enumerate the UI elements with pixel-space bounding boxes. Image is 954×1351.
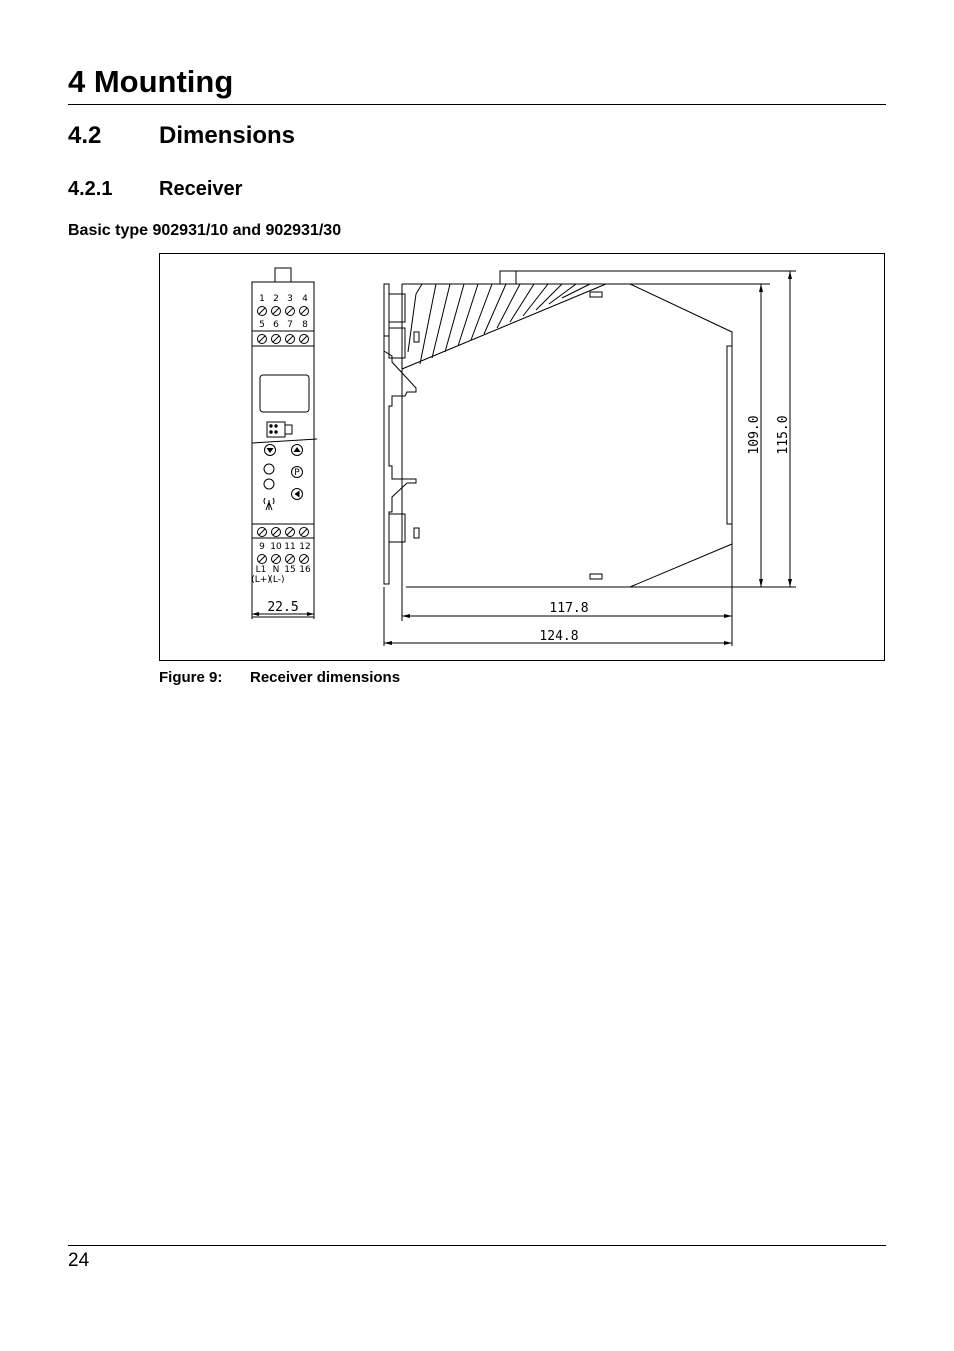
terminal-screws-bottom-2	[258, 555, 309, 564]
terminal-label: 5	[259, 320, 265, 330]
terminal-label: 15	[284, 565, 296, 575]
depth-inner-label: 117.8	[549, 601, 589, 616]
terminal-screws-top-2	[258, 335, 309, 344]
front-panel-edge	[727, 346, 732, 524]
chapter-title: 4 Mounting	[68, 64, 234, 99]
terminal-label: 3	[287, 294, 293, 304]
terminal-label: 16	[299, 565, 311, 575]
terminal-label: 7	[287, 320, 293, 330]
side-top-clip	[500, 271, 516, 284]
front-view	[251, 268, 317, 619]
front-top-clip	[275, 268, 291, 282]
p-button-label: P	[294, 468, 300, 478]
radio-signal-icon	[264, 498, 274, 510]
terminal-screws-top-1	[258, 307, 309, 316]
figure-frame	[159, 253, 885, 661]
figure-caption	[159, 669, 400, 686]
display-window	[260, 375, 309, 412]
subsection-number: 4.2.1	[68, 178, 113, 200]
width-dimension-label: 22.5	[267, 600, 299, 615]
subheading: Basic type 902931/10 and 902931/30	[68, 222, 342, 239]
terminal-label: 8	[302, 320, 308, 330]
chapter-rule	[68, 104, 886, 105]
led-icon	[264, 464, 274, 474]
terminal-label: 10	[270, 542, 282, 552]
section-number: 4.2	[68, 122, 102, 149]
side-housing	[406, 284, 732, 587]
subsection-heading	[68, 178, 242, 201]
terminal-label: 9	[259, 542, 265, 552]
led-icon	[264, 479, 274, 489]
subsection-title: Receiver	[159, 178, 243, 200]
terminal-label: 6	[273, 320, 279, 330]
side-view	[384, 271, 796, 646]
figure-caption-text: Receiver dimensions	[250, 669, 401, 686]
terminal-label: 11	[284, 542, 296, 552]
terminal-screws-bottom-1	[258, 528, 309, 537]
terminal-label: 1	[259, 294, 265, 304]
terminal-sublabel: (L-)	[269, 575, 285, 585]
heat-sink-fins	[402, 284, 606, 369]
height-inner-label: 109.0	[747, 415, 762, 455]
terminal-label: 12	[299, 542, 311, 552]
connector-socket	[267, 422, 285, 437]
terminal-sublabel: (L+)	[251, 575, 271, 585]
section-heading	[68, 122, 295, 150]
height-outer-label: 115.0	[776, 415, 791, 455]
page-number: 24	[68, 1250, 90, 1271]
terminal-label: 2	[273, 294, 279, 304]
terminal-label: L1	[255, 565, 267, 575]
receiver-dimension-drawing	[160, 254, 886, 662]
terminal-label: N	[272, 565, 280, 575]
figure-label: Figure 9:	[159, 669, 223, 686]
footer-rule	[68, 1245, 886, 1246]
section-title: Dimensions	[159, 122, 296, 149]
depth-outer-label: 124.8	[539, 629, 579, 644]
terminal-label: 4	[302, 294, 308, 304]
